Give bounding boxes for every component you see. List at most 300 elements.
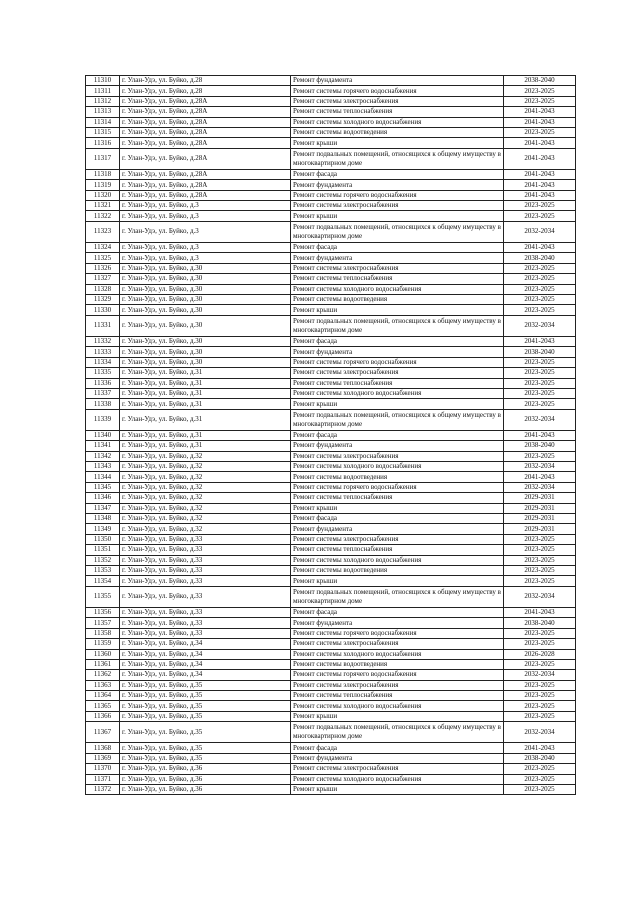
row-number-cell: 11342 — [86, 451, 120, 461]
work-type-cell: Ремонт фундамента — [291, 524, 504, 534]
table-row — [86, 127, 576, 137]
row-number-cell: 11357 — [86, 618, 120, 628]
work-type-cell: Ремонт системы водоотведения — [291, 565, 504, 575]
work-type-cell: Ремонт фасада — [291, 514, 504, 524]
table-row — [86, 764, 576, 774]
work-type-cell: Ремонт системы электроснабжения — [291, 201, 504, 211]
address-cell: г. Улан-Удэ, ул. Буйко, д.28А — [120, 96, 291, 106]
address-cell: г. Улан-Удэ, ул. Буйко, д.28А — [120, 138, 291, 148]
period-cell: 2041-2043 — [504, 243, 576, 253]
work-type-cell: Ремонт фасада — [291, 607, 504, 617]
table-row — [86, 493, 576, 503]
work-type-cell: Ремонт системы электроснабжения — [291, 96, 504, 106]
address-cell: г. Улан-Удэ, ул. Буйко, д.32 — [120, 451, 291, 461]
table-row — [86, 221, 576, 242]
period-cell: 2038-2040 — [504, 253, 576, 263]
address-cell: г. Улан-Удэ, ул. Буйко, д.28А — [120, 107, 291, 117]
table-row — [86, 430, 576, 440]
address-cell: г. Улан-Удэ, ул. Буйко, д.36 — [120, 764, 291, 774]
address-cell: г. Улан-Удэ, ул. Буйко, д.30 — [120, 357, 291, 367]
address-cell: г. Улан-Удэ, ул. Буйко, д.33 — [120, 545, 291, 555]
table-row — [86, 711, 576, 721]
work-type-cell: Ремонт фасада — [291, 169, 504, 179]
table-row — [86, 607, 576, 617]
address-cell: г. Улан-Удэ, ул. Буйко, д.33 — [120, 628, 291, 638]
row-number-cell: 11314 — [86, 117, 120, 127]
period-cell: 2023-2025 — [504, 785, 576, 795]
address-cell: г. Улан-Удэ, ул. Буйко, д.32 — [120, 493, 291, 503]
row-number-cell: 11350 — [86, 534, 120, 544]
table-row — [86, 555, 576, 565]
address-cell: г. Улан-Удэ, ул. Буйко, д.3 — [120, 243, 291, 253]
table-row — [86, 441, 576, 451]
work-type-cell: Ремонт крыши — [291, 305, 504, 315]
work-type-cell: Ремонт фундамента — [291, 753, 504, 763]
work-type-cell: Ремонт системы электроснабжения — [291, 451, 504, 461]
address-cell: г. Улан-Удэ, ул. Буйко, д.28А — [120, 148, 291, 169]
period-cell: 2038-2040 — [504, 76, 576, 86]
period-cell: 2026-2028 — [504, 649, 576, 659]
period-cell: 2029-2031 — [504, 503, 576, 513]
table-row — [86, 117, 576, 127]
address-cell: г. Улан-Удэ, ул. Буйко, д.35 — [120, 743, 291, 753]
table-row — [86, 722, 576, 743]
address-cell: г. Улан-Удэ, ул. Буйко, д.31 — [120, 399, 291, 409]
table-row — [86, 753, 576, 763]
address-cell: г. Улан-Удэ, ул. Буйко, д.36 — [120, 774, 291, 784]
row-number-cell: 11319 — [86, 180, 120, 190]
address-cell: г. Улан-Удэ, ул. Буйко, д.33 — [120, 618, 291, 628]
row-number-cell: 11345 — [86, 482, 120, 492]
work-type-cell: Ремонт фасада — [291, 243, 504, 253]
row-number-cell: 11327 — [86, 274, 120, 284]
row-number-cell: 11338 — [86, 399, 120, 409]
period-cell: 2023-2025 — [504, 639, 576, 649]
period-cell: 2041-2043 — [504, 107, 576, 117]
row-number-cell: 11360 — [86, 649, 120, 659]
work-type-cell: Ремонт системы теплоснабжения — [291, 378, 504, 388]
work-type-cell: Ремонт подвальных помещений, относящихся к общему имуществу в многоквартирном доме — [291, 221, 504, 242]
work-type-cell: Ремонт системы теплоснабжения — [291, 691, 504, 701]
work-type-cell: Ремонт системы горячего водоснабжения — [291, 482, 504, 492]
row-number-cell: 11328 — [86, 284, 120, 294]
table-row — [86, 357, 576, 367]
work-type-cell: Ремонт системы холодного водоснабжения — [291, 462, 504, 472]
address-cell: г. Улан-Удэ, ул. Буйко, д.32 — [120, 462, 291, 472]
period-cell: 2023-2025 — [504, 711, 576, 721]
address-cell: г. Улан-Удэ, ул. Буйко, д.3 — [120, 253, 291, 263]
work-type-cell: Ремонт системы электроснабжения — [291, 764, 504, 774]
work-type-cell: Ремонт системы горячего водоснабжения — [291, 190, 504, 200]
address-cell: г. Улан-Удэ, ул. Буйко, д.28А — [120, 169, 291, 179]
period-cell: 2023-2025 — [504, 451, 576, 461]
work-type-cell: Ремонт системы горячего водоснабжения — [291, 357, 504, 367]
table-row — [86, 576, 576, 586]
row-number-cell: 11315 — [86, 127, 120, 137]
period-cell: 2023-2025 — [504, 295, 576, 305]
work-type-cell: Ремонт системы холодного водоснабжения — [291, 555, 504, 565]
address-cell: г. Улан-Удэ, ул. Буйко, д.3 — [120, 211, 291, 221]
period-cell: 2041-2043 — [504, 117, 576, 127]
table-row — [86, 472, 576, 482]
period-cell: 2023-2025 — [504, 378, 576, 388]
period-cell: 2023-2025 — [504, 555, 576, 565]
work-type-cell: Ремонт системы холодного водоснабжения — [291, 774, 504, 784]
address-cell: г. Улан-Удэ, ул. Буйко, д.34 — [120, 639, 291, 649]
work-type-cell: Ремонт системы электроснабжения — [291, 680, 504, 690]
table-row — [86, 503, 576, 513]
address-cell: г. Улан-Удэ, ул. Буйко, д.30 — [120, 305, 291, 315]
address-cell: г. Улан-Удэ, ул. Буйко, д.36 — [120, 785, 291, 795]
row-number-cell: 11351 — [86, 545, 120, 555]
row-number-cell: 11343 — [86, 462, 120, 472]
period-cell: 2023-2025 — [504, 201, 576, 211]
row-number-cell: 11320 — [86, 190, 120, 200]
row-number-cell: 11313 — [86, 107, 120, 117]
repair-schedule-table — [85, 75, 576, 795]
address-cell: г. Улан-Удэ, ул. Буйко, д.28А — [120, 117, 291, 127]
row-number-cell: 11322 — [86, 211, 120, 221]
row-number-cell: 11331 — [86, 315, 120, 336]
address-cell: г. Улан-Удэ, ул. Буйко, д.30 — [120, 284, 291, 294]
row-number-cell: 11372 — [86, 785, 120, 795]
work-type-cell: Ремонт системы холодного водоснабжения — [291, 284, 504, 294]
period-cell: 2041-2043 — [504, 169, 576, 179]
period-cell: 2032-2034 — [504, 462, 576, 472]
period-cell: 2032-2034 — [504, 670, 576, 680]
row-number-cell: 11332 — [86, 336, 120, 346]
address-cell: г. Улан-Удэ, ул. Буйко, д.33 — [120, 555, 291, 565]
address-cell: г. Улан-Удэ, ул. Буйко, д.35 — [120, 711, 291, 721]
address-cell: г. Улан-Удэ, ул. Буйко, д.35 — [120, 701, 291, 711]
row-number-cell: 11335 — [86, 368, 120, 378]
period-cell: 2023-2025 — [504, 263, 576, 273]
address-cell: г. Улан-Удэ, ул. Буйко, д.31 — [120, 430, 291, 440]
table-row — [86, 388, 576, 398]
row-number-cell: 11370 — [86, 764, 120, 774]
period-cell: 2023-2025 — [504, 284, 576, 294]
work-type-cell: Ремонт системы водоотведения — [291, 295, 504, 305]
work-type-cell: Ремонт системы горячего водоснабжения — [291, 628, 504, 638]
table-row — [86, 138, 576, 148]
row-number-cell: 11346 — [86, 493, 120, 503]
table-row — [86, 347, 576, 357]
period-cell: 2023-2025 — [504, 628, 576, 638]
period-cell: 2023-2025 — [504, 691, 576, 701]
table-row — [86, 691, 576, 701]
table-row — [86, 263, 576, 273]
table-row — [86, 649, 576, 659]
table-row — [86, 670, 576, 680]
table-row — [86, 659, 576, 669]
work-type-cell: Ремонт системы водоотведения — [291, 472, 504, 482]
work-type-cell: Ремонт системы холодного водоснабжения — [291, 701, 504, 711]
row-number-cell: 11347 — [86, 503, 120, 513]
address-cell: г. Улан-Удэ, ул. Буйко, д.34 — [120, 649, 291, 659]
work-type-cell: Ремонт фундамента — [291, 76, 504, 86]
period-cell: 2038-2040 — [504, 441, 576, 451]
table-row — [86, 107, 576, 117]
period-cell: 2023-2025 — [504, 774, 576, 784]
table-row — [86, 169, 576, 179]
table-row — [86, 462, 576, 472]
address-cell: г. Улан-Удэ, ул. Буйко, д.35 — [120, 691, 291, 701]
address-cell: г. Улан-Удэ, ул. Буйко, д.35 — [120, 722, 291, 743]
row-number-cell: 11339 — [86, 409, 120, 430]
table-row — [86, 243, 576, 253]
work-type-cell: Ремонт фундамента — [291, 253, 504, 263]
address-cell: г. Улан-Удэ, ул. Буйко, д.32 — [120, 524, 291, 534]
address-cell: г. Улан-Удэ, ул. Буйко, д.28 — [120, 86, 291, 96]
table-row — [86, 368, 576, 378]
row-number-cell: 11359 — [86, 639, 120, 649]
work-type-cell: Ремонт системы водоотведения — [291, 659, 504, 669]
work-type-cell: Ремонт фасада — [291, 430, 504, 440]
address-cell: г. Улан-Удэ, ул. Буйко, д.33 — [120, 586, 291, 607]
table-row — [86, 639, 576, 649]
table-row — [86, 514, 576, 524]
row-number-cell: 11340 — [86, 430, 120, 440]
table-row — [86, 399, 576, 409]
work-type-cell: Ремонт системы холодного водоснабжения — [291, 117, 504, 127]
work-type-cell: Ремонт фундамента — [291, 441, 504, 451]
address-cell: г. Улан-Удэ, ул. Буйко, д.30 — [120, 336, 291, 346]
period-cell: 2032-2034 — [504, 482, 576, 492]
period-cell: 2041-2043 — [504, 336, 576, 346]
table-row — [86, 315, 576, 336]
work-type-cell: Ремонт подвальных помещений, относящихся к общему имуществу в многоквартирном доме — [291, 148, 504, 169]
period-cell: 2032-2034 — [504, 722, 576, 743]
table-row — [86, 190, 576, 200]
table-body — [86, 76, 576, 795]
work-type-cell: Ремонт крыши — [291, 211, 504, 221]
row-number-cell: 11352 — [86, 555, 120, 565]
address-cell: г. Улан-Удэ, ул. Буйко, д.35 — [120, 753, 291, 763]
address-cell: г. Улан-Удэ, ул. Буйко, д.31 — [120, 409, 291, 430]
row-number-cell: 11337 — [86, 388, 120, 398]
period-cell: 2023-2025 — [504, 388, 576, 398]
table-row — [86, 565, 576, 575]
work-type-cell: Ремонт системы теплоснабжения — [291, 493, 504, 503]
row-number-cell: 11311 — [86, 86, 120, 96]
work-type-cell: Ремонт системы холодного водоснабжения — [291, 649, 504, 659]
address-cell: г. Улан-Удэ, ул. Буйко, д.32 — [120, 472, 291, 482]
address-cell: г. Улан-Удэ, ул. Буйко, д.28 — [120, 76, 291, 86]
address-cell: г. Улан-Удэ, ул. Буйко, д.32 — [120, 514, 291, 524]
table-row — [86, 211, 576, 221]
work-type-cell: Ремонт системы горячего водоснабжения — [291, 86, 504, 96]
period-cell: 2023-2025 — [504, 211, 576, 221]
table-row — [86, 618, 576, 628]
table-row — [86, 409, 576, 430]
table-row — [86, 295, 576, 305]
work-type-cell: Ремонт крыши — [291, 785, 504, 795]
row-number-cell: 11369 — [86, 753, 120, 763]
period-cell: 2041-2043 — [504, 743, 576, 753]
row-number-cell: 11323 — [86, 221, 120, 242]
address-cell: г. Улан-Удэ, ул. Буйко, д.32 — [120, 482, 291, 492]
row-number-cell: 11344 — [86, 472, 120, 482]
period-cell: 2038-2040 — [504, 347, 576, 357]
table-row — [86, 96, 576, 106]
row-number-cell: 11354 — [86, 576, 120, 586]
row-number-cell: 11349 — [86, 524, 120, 534]
table-row — [86, 628, 576, 638]
work-type-cell: Ремонт фундамента — [291, 618, 504, 628]
row-number-cell: 11330 — [86, 305, 120, 315]
address-cell: г. Улан-Удэ, ул. Буйко, д.3 — [120, 201, 291, 211]
period-cell: 2041-2043 — [504, 138, 576, 148]
work-type-cell: Ремонт крыши — [291, 399, 504, 409]
address-cell: г. Улан-Удэ, ул. Буйко, д.28А — [120, 180, 291, 190]
address-cell: г. Улан-Удэ, ул. Буйко, д.31 — [120, 441, 291, 451]
work-type-cell: Ремонт подвальных помещений, относящихся к общему имуществу в многоквартирном доме — [291, 722, 504, 743]
row-number-cell: 11312 — [86, 96, 120, 106]
table-row — [86, 774, 576, 784]
table-row — [86, 680, 576, 690]
row-number-cell: 11366 — [86, 711, 120, 721]
row-number-cell: 11336 — [86, 378, 120, 388]
work-type-cell: Ремонт подвальных помещений, относящихся к общему имуществу в многоквартирном доме — [291, 315, 504, 336]
row-number-cell: 11365 — [86, 701, 120, 711]
period-cell: 2023-2025 — [504, 127, 576, 137]
table-row — [86, 336, 576, 346]
work-type-cell: Ремонт системы холодного водоснабжения — [291, 388, 504, 398]
work-type-cell: Ремонт крыши — [291, 503, 504, 513]
table-row — [86, 274, 576, 284]
table-row — [86, 524, 576, 534]
work-type-cell: Ремонт системы электроснабжения — [291, 534, 504, 544]
table-row — [86, 482, 576, 492]
address-cell: г. Улан-Удэ, ул. Буйко, д.32 — [120, 503, 291, 513]
work-type-cell: Ремонт системы горячего водоснабжения — [291, 670, 504, 680]
address-cell: г. Улан-Удэ, ул. Буйко, д.28А — [120, 127, 291, 137]
table-row — [86, 743, 576, 753]
work-type-cell: Ремонт крыши — [291, 576, 504, 586]
address-cell: г. Улан-Удэ, ул. Буйко, д.33 — [120, 534, 291, 544]
address-cell: г. Улан-Удэ, ул. Буйко, д.33 — [120, 607, 291, 617]
row-number-cell: 11310 — [86, 76, 120, 86]
row-number-cell: 11367 — [86, 722, 120, 743]
work-type-cell: Ремонт фасада — [291, 336, 504, 346]
period-cell: 2023-2025 — [504, 764, 576, 774]
period-cell: 2041-2043 — [504, 180, 576, 190]
address-cell: г. Улан-Удэ, ул. Буйко, д.34 — [120, 659, 291, 669]
table-row — [86, 785, 576, 795]
row-number-cell: 11362 — [86, 670, 120, 680]
address-cell: г. Улан-Удэ, ул. Буйко, д.31 — [120, 368, 291, 378]
row-number-cell: 11363 — [86, 680, 120, 690]
period-cell: 2041-2043 — [504, 148, 576, 169]
period-cell: 2041-2043 — [504, 190, 576, 200]
table-row — [86, 701, 576, 711]
table-row — [86, 305, 576, 315]
work-type-cell: Ремонт крыши — [291, 138, 504, 148]
table-row — [86, 534, 576, 544]
row-number-cell: 11353 — [86, 565, 120, 575]
table-row — [86, 378, 576, 388]
table-row — [86, 284, 576, 294]
work-type-cell: Ремонт подвальных помещений, относящихся к общему имуществу в многоквартирном доме — [291, 586, 504, 607]
period-cell: 2023-2025 — [504, 274, 576, 284]
work-type-cell: Ремонт системы теплоснабжения — [291, 545, 504, 555]
row-number-cell: 11348 — [86, 514, 120, 524]
row-number-cell: 11361 — [86, 659, 120, 669]
row-number-cell: 11358 — [86, 628, 120, 638]
table-row — [86, 86, 576, 96]
address-cell: г. Улан-Удэ, ул. Буйко, д.30 — [120, 263, 291, 273]
table-row — [86, 148, 576, 169]
address-cell: г. Улан-Удэ, ул. Буйко, д.31 — [120, 378, 291, 388]
row-number-cell: 11326 — [86, 263, 120, 273]
period-cell: 2023-2025 — [504, 86, 576, 96]
address-cell: г. Улан-Удэ, ул. Буйко, д.33 — [120, 576, 291, 586]
row-number-cell: 11329 — [86, 295, 120, 305]
period-cell: 2023-2025 — [504, 305, 576, 315]
period-cell: 2029-2031 — [504, 524, 576, 534]
address-cell: г. Улан-Удэ, ул. Буйко, д.28А — [120, 190, 291, 200]
period-cell: 2041-2043 — [504, 607, 576, 617]
period-cell: 2023-2025 — [504, 701, 576, 711]
period-cell: 2032-2034 — [504, 221, 576, 242]
address-cell: г. Улан-Удэ, ул. Буйко, д.31 — [120, 388, 291, 398]
period-cell: 2023-2025 — [504, 576, 576, 586]
work-type-cell: Ремонт системы электроснабжения — [291, 368, 504, 378]
address-cell: г. Улан-Удэ, ул. Буйко, д.30 — [120, 347, 291, 357]
table-row — [86, 201, 576, 211]
work-type-cell: Ремонт фундамента — [291, 180, 504, 190]
table-row — [86, 451, 576, 461]
period-cell: 2023-2025 — [504, 399, 576, 409]
table-row — [86, 545, 576, 555]
work-type-cell: Ремонт системы водоотведения — [291, 127, 504, 137]
row-number-cell: 11318 — [86, 169, 120, 179]
work-type-cell: Ремонт фундамента — [291, 347, 504, 357]
row-number-cell: 11364 — [86, 691, 120, 701]
work-type-cell: Ремонт системы электроснабжения — [291, 263, 504, 273]
period-cell: 2041-2043 — [504, 430, 576, 440]
address-cell: г. Улан-Удэ, ул. Буйко, д.30 — [120, 315, 291, 336]
period-cell: 2023-2025 — [504, 680, 576, 690]
work-type-cell: Ремонт крыши — [291, 711, 504, 721]
row-number-cell: 11371 — [86, 774, 120, 784]
address-cell: г. Улан-Удэ, ул. Буйко, д.3 — [120, 221, 291, 242]
period-cell: 2032-2034 — [504, 315, 576, 336]
row-number-cell: 11368 — [86, 743, 120, 753]
period-cell: 2032-2034 — [504, 409, 576, 430]
period-cell: 2029-2031 — [504, 493, 576, 503]
row-number-cell: 11341 — [86, 441, 120, 451]
row-number-cell: 11356 — [86, 607, 120, 617]
period-cell: 2023-2025 — [504, 565, 576, 575]
period-cell: 2038-2040 — [504, 753, 576, 763]
address-cell: г. Улан-Удэ, ул. Буйко, д.34 — [120, 670, 291, 680]
period-cell: 2023-2025 — [504, 357, 576, 367]
period-cell: 2023-2025 — [504, 368, 576, 378]
work-type-cell: Ремонт системы теплоснабжения — [291, 274, 504, 284]
table-row — [86, 180, 576, 190]
address-cell: г. Улан-Удэ, ул. Буйко, д.30 — [120, 295, 291, 305]
row-number-cell: 11321 — [86, 201, 120, 211]
work-type-cell: Ремонт фасада — [291, 743, 504, 753]
period-cell: 2032-2034 — [504, 586, 576, 607]
address-cell: г. Улан-Удэ, ул. Буйко, д.35 — [120, 680, 291, 690]
row-number-cell: 11324 — [86, 243, 120, 253]
address-cell: г. Улан-Удэ, ул. Буйко, д.30 — [120, 274, 291, 284]
period-cell: 2023-2025 — [504, 534, 576, 544]
row-number-cell: 11316 — [86, 138, 120, 148]
row-number-cell: 11355 — [86, 586, 120, 607]
